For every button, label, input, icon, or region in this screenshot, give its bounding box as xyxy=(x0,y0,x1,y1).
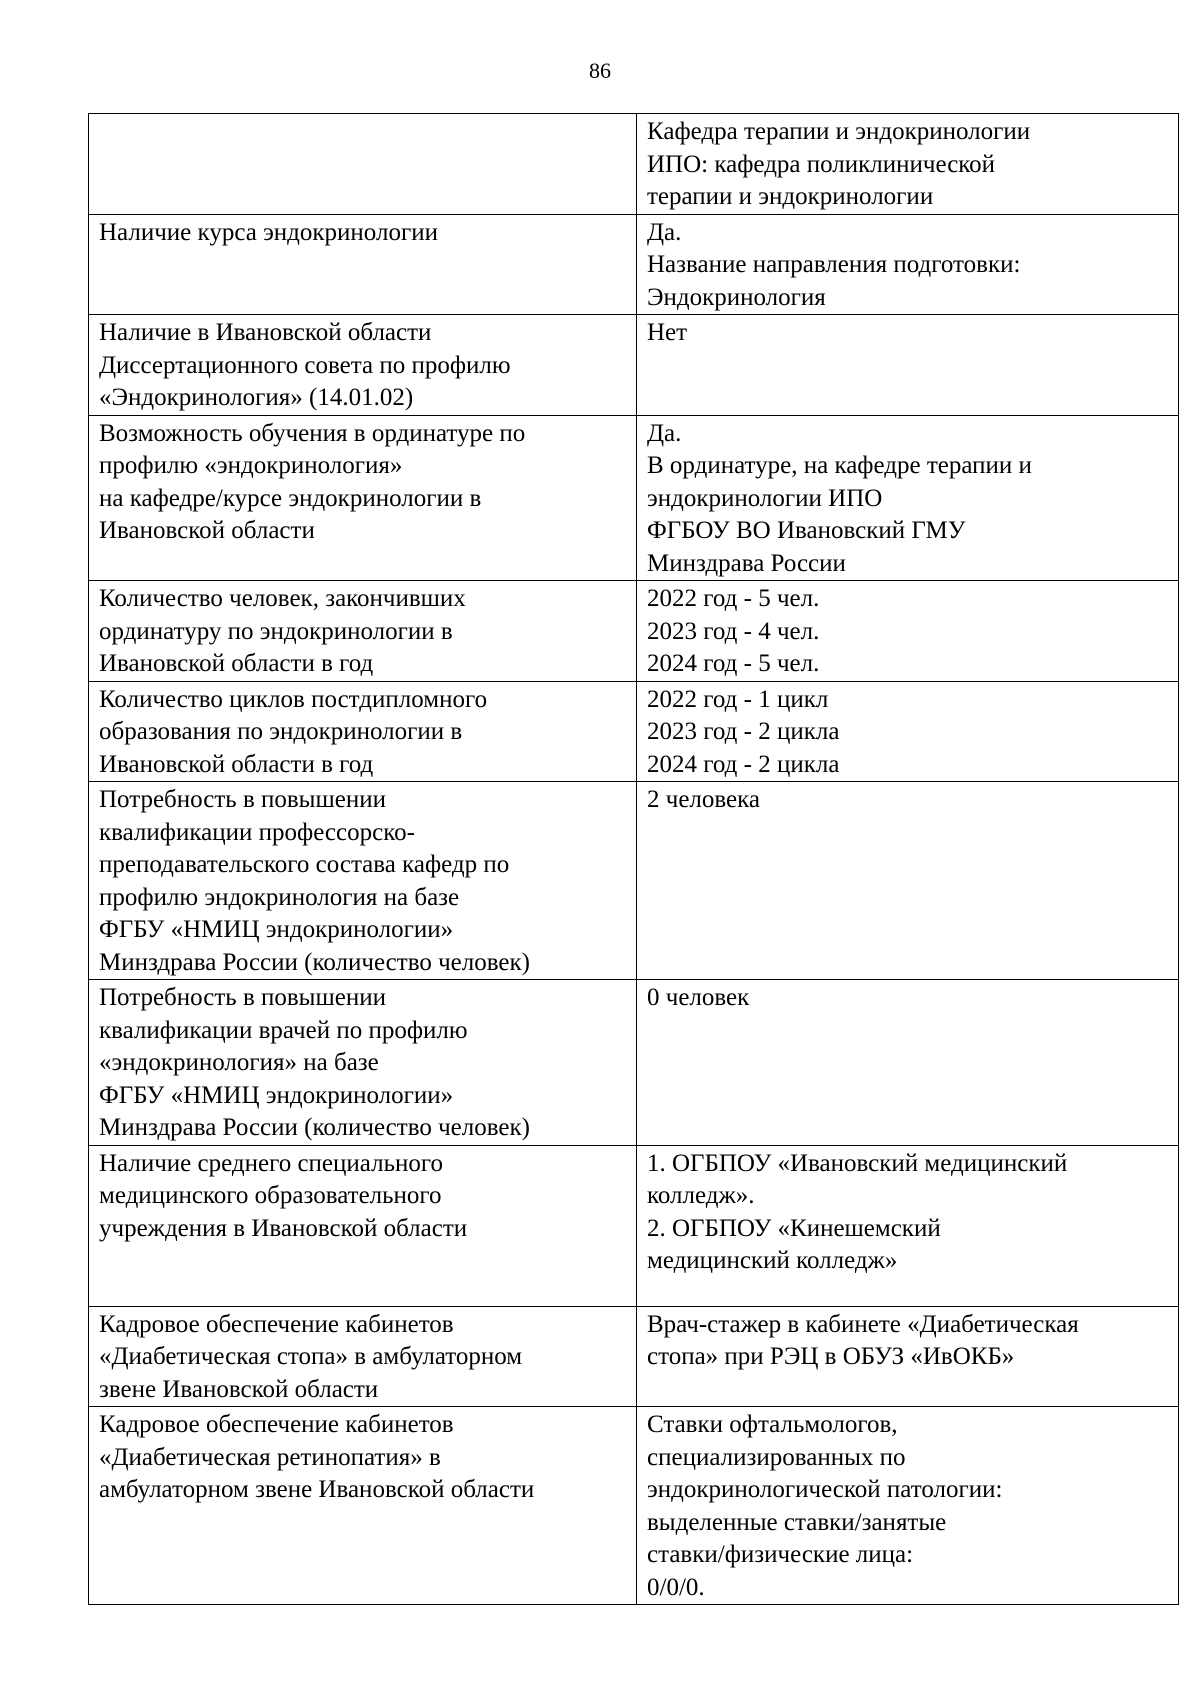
row-label-cell xyxy=(89,782,637,980)
value-line: 2023 год - 4 чел. xyxy=(647,617,820,645)
label-line: учреждения в Ивановской области xyxy=(99,1214,468,1242)
value-line: Название направления подготовки: xyxy=(647,251,1021,278)
table-row xyxy=(89,415,1179,581)
label-line: Потребность в повышении xyxy=(99,984,386,1011)
label-line: квалификации врачей по профилю xyxy=(99,1016,468,1044)
table-row xyxy=(89,1306,1179,1407)
value-line: 2022 год - 1 цикл xyxy=(647,685,829,713)
label-line: звене Ивановской области xyxy=(99,1375,379,1403)
row-label-cell xyxy=(89,1306,637,1407)
label-line: «Эндокринология» (14.01.02) xyxy=(99,384,414,411)
value-line: Ставки офтальмологов, xyxy=(647,1411,898,1438)
value-line: 2024 год - 5 чел. xyxy=(647,650,820,677)
row-value-cell xyxy=(637,681,1179,782)
value-line: Нет xyxy=(647,319,688,346)
label-line: Количество циклов постдипломного xyxy=(99,685,488,713)
row-label-cell xyxy=(89,214,637,315)
row-label-cell xyxy=(89,315,637,416)
value-line: 2024 год - 2 цикла xyxy=(647,750,840,778)
row-label-cell xyxy=(89,114,637,215)
value-line: 0/0/0. xyxy=(647,1573,705,1601)
value-line: специализированных по xyxy=(647,1443,906,1471)
row-value-cell xyxy=(637,114,1179,215)
value-line: Да. xyxy=(647,218,682,246)
label-line: «эндокринология» на базе xyxy=(99,1049,379,1076)
value-line: 2 человека xyxy=(647,786,761,813)
label-line: Ивановской области xyxy=(99,517,315,544)
label-line: амбулаторном звене Ивановской области xyxy=(99,1476,535,1503)
table-row xyxy=(89,1145,1179,1306)
label-line: Возможность обучения в ординатуре по xyxy=(99,419,526,447)
page-number: 86 xyxy=(589,58,611,83)
label-line: Кадровое обеспечение кабинетов xyxy=(99,1411,454,1438)
value-line: 2022 год - 5 чел. xyxy=(647,585,820,612)
label-line: ФГБУ «НМИЦ эндокринологии» xyxy=(99,916,454,943)
label-line: образования по эндокринологии в xyxy=(99,718,463,745)
value-line: В ординатуре, на кафедре терапии и xyxy=(647,452,1032,479)
table-row xyxy=(89,581,1179,682)
value-line: ФГБОУ ВО Ивановский ГМУ xyxy=(647,517,966,544)
row-value-cell xyxy=(637,214,1179,315)
table-row xyxy=(89,681,1179,782)
row-label-cell xyxy=(89,681,637,782)
value-line: ИПО: кафедра поликлинической xyxy=(647,150,996,178)
table-row xyxy=(89,114,1179,215)
value-line: стопа» при РЭЦ в ОБУЗ «ИвОКБ» xyxy=(647,1343,1015,1370)
value-line: Минздрава России xyxy=(647,549,846,577)
label-line: Количество человек, закончивших xyxy=(99,585,466,612)
label-line: ординатуру по эндокринологии в xyxy=(99,617,453,645)
label-line: медицинского образовательного xyxy=(99,1182,442,1209)
table-row xyxy=(89,782,1179,980)
label-line: Диссертационного совета по профилю xyxy=(99,351,511,379)
label-line: преподавательского состава кафедр по xyxy=(99,851,510,878)
value-line: колледж». xyxy=(647,1182,755,1209)
label-line: ФГБУ «НМИЦ эндокринологии» xyxy=(99,1081,454,1109)
table-row xyxy=(89,1407,1179,1605)
value-line: эндокринологии ИПО xyxy=(647,484,883,512)
label-line: Ивановской области в год xyxy=(99,650,374,677)
row-label-cell xyxy=(89,1407,637,1605)
value-line: терапии и эндокринологии xyxy=(647,183,934,210)
label-line: Наличие среднего специального xyxy=(99,1149,443,1177)
value-line: 1. ОГБПОУ «Ивановский медицинский xyxy=(647,1149,1068,1177)
table-row xyxy=(89,214,1179,315)
row-value-cell xyxy=(637,980,1179,1146)
value-line: Кафедра терапии и эндокринологии xyxy=(647,118,1031,145)
row-value-cell xyxy=(637,581,1179,682)
row-value-cell xyxy=(637,1306,1179,1407)
value-line: Врач-стажер в кабинете «Диабетическая xyxy=(647,1310,1079,1338)
value-line: Да. xyxy=(647,419,682,447)
label-line: Минздрава России (количество человек) xyxy=(99,948,530,976)
label-line: Наличие в Ивановской области xyxy=(99,319,432,346)
row-label-cell xyxy=(89,415,637,581)
row-value-cell xyxy=(637,1407,1179,1605)
label-line: Наличие курса эндокринологии xyxy=(99,218,438,246)
label-line: «Диабетическая стопа» в амбулаторном xyxy=(99,1343,523,1370)
value-line: 2023 год - 2 цикла xyxy=(647,718,840,745)
label-line: профилю эндокринология на базе xyxy=(99,883,460,911)
table-body xyxy=(89,114,1179,1605)
label-line: квалификации профессорско- xyxy=(99,818,415,846)
label-line: Ивановской области в год xyxy=(99,750,374,778)
label-line: Потребность в повышении xyxy=(99,786,386,813)
row-value-cell xyxy=(637,415,1179,581)
value-line: медицинский колледж» xyxy=(647,1247,898,1274)
value-line: ставки/физические лица: xyxy=(647,1541,914,1568)
value-line: выделенные ставки/занятые xyxy=(647,1508,947,1536)
row-label-cell xyxy=(89,581,637,682)
value-line: 0 человек xyxy=(647,984,750,1011)
row-label-cell xyxy=(89,980,637,1146)
value-line: Эндокринология xyxy=(647,283,826,311)
label-line: Минздрава России (количество человек) xyxy=(99,1114,530,1141)
value-line: 2. ОГБПОУ «Кинешемский xyxy=(647,1214,941,1242)
label-line: Кадровое обеспечение кабинетов xyxy=(99,1310,454,1338)
value-line: эндокринологической патологии: xyxy=(647,1476,1003,1503)
table-row xyxy=(89,980,1179,1146)
row-label-cell xyxy=(89,1145,637,1306)
label-line: профилю «эндокринология» xyxy=(99,452,403,479)
row-value-cell xyxy=(637,1145,1179,1306)
info-table xyxy=(88,113,1179,1605)
label-line: «Диабетическая ретинопатия» в xyxy=(99,1443,441,1471)
row-value-cell xyxy=(637,782,1179,980)
table-row xyxy=(89,315,1179,416)
label-line: на кафедре/курсе эндокринологии в xyxy=(99,484,482,512)
row-value-cell xyxy=(637,315,1179,416)
